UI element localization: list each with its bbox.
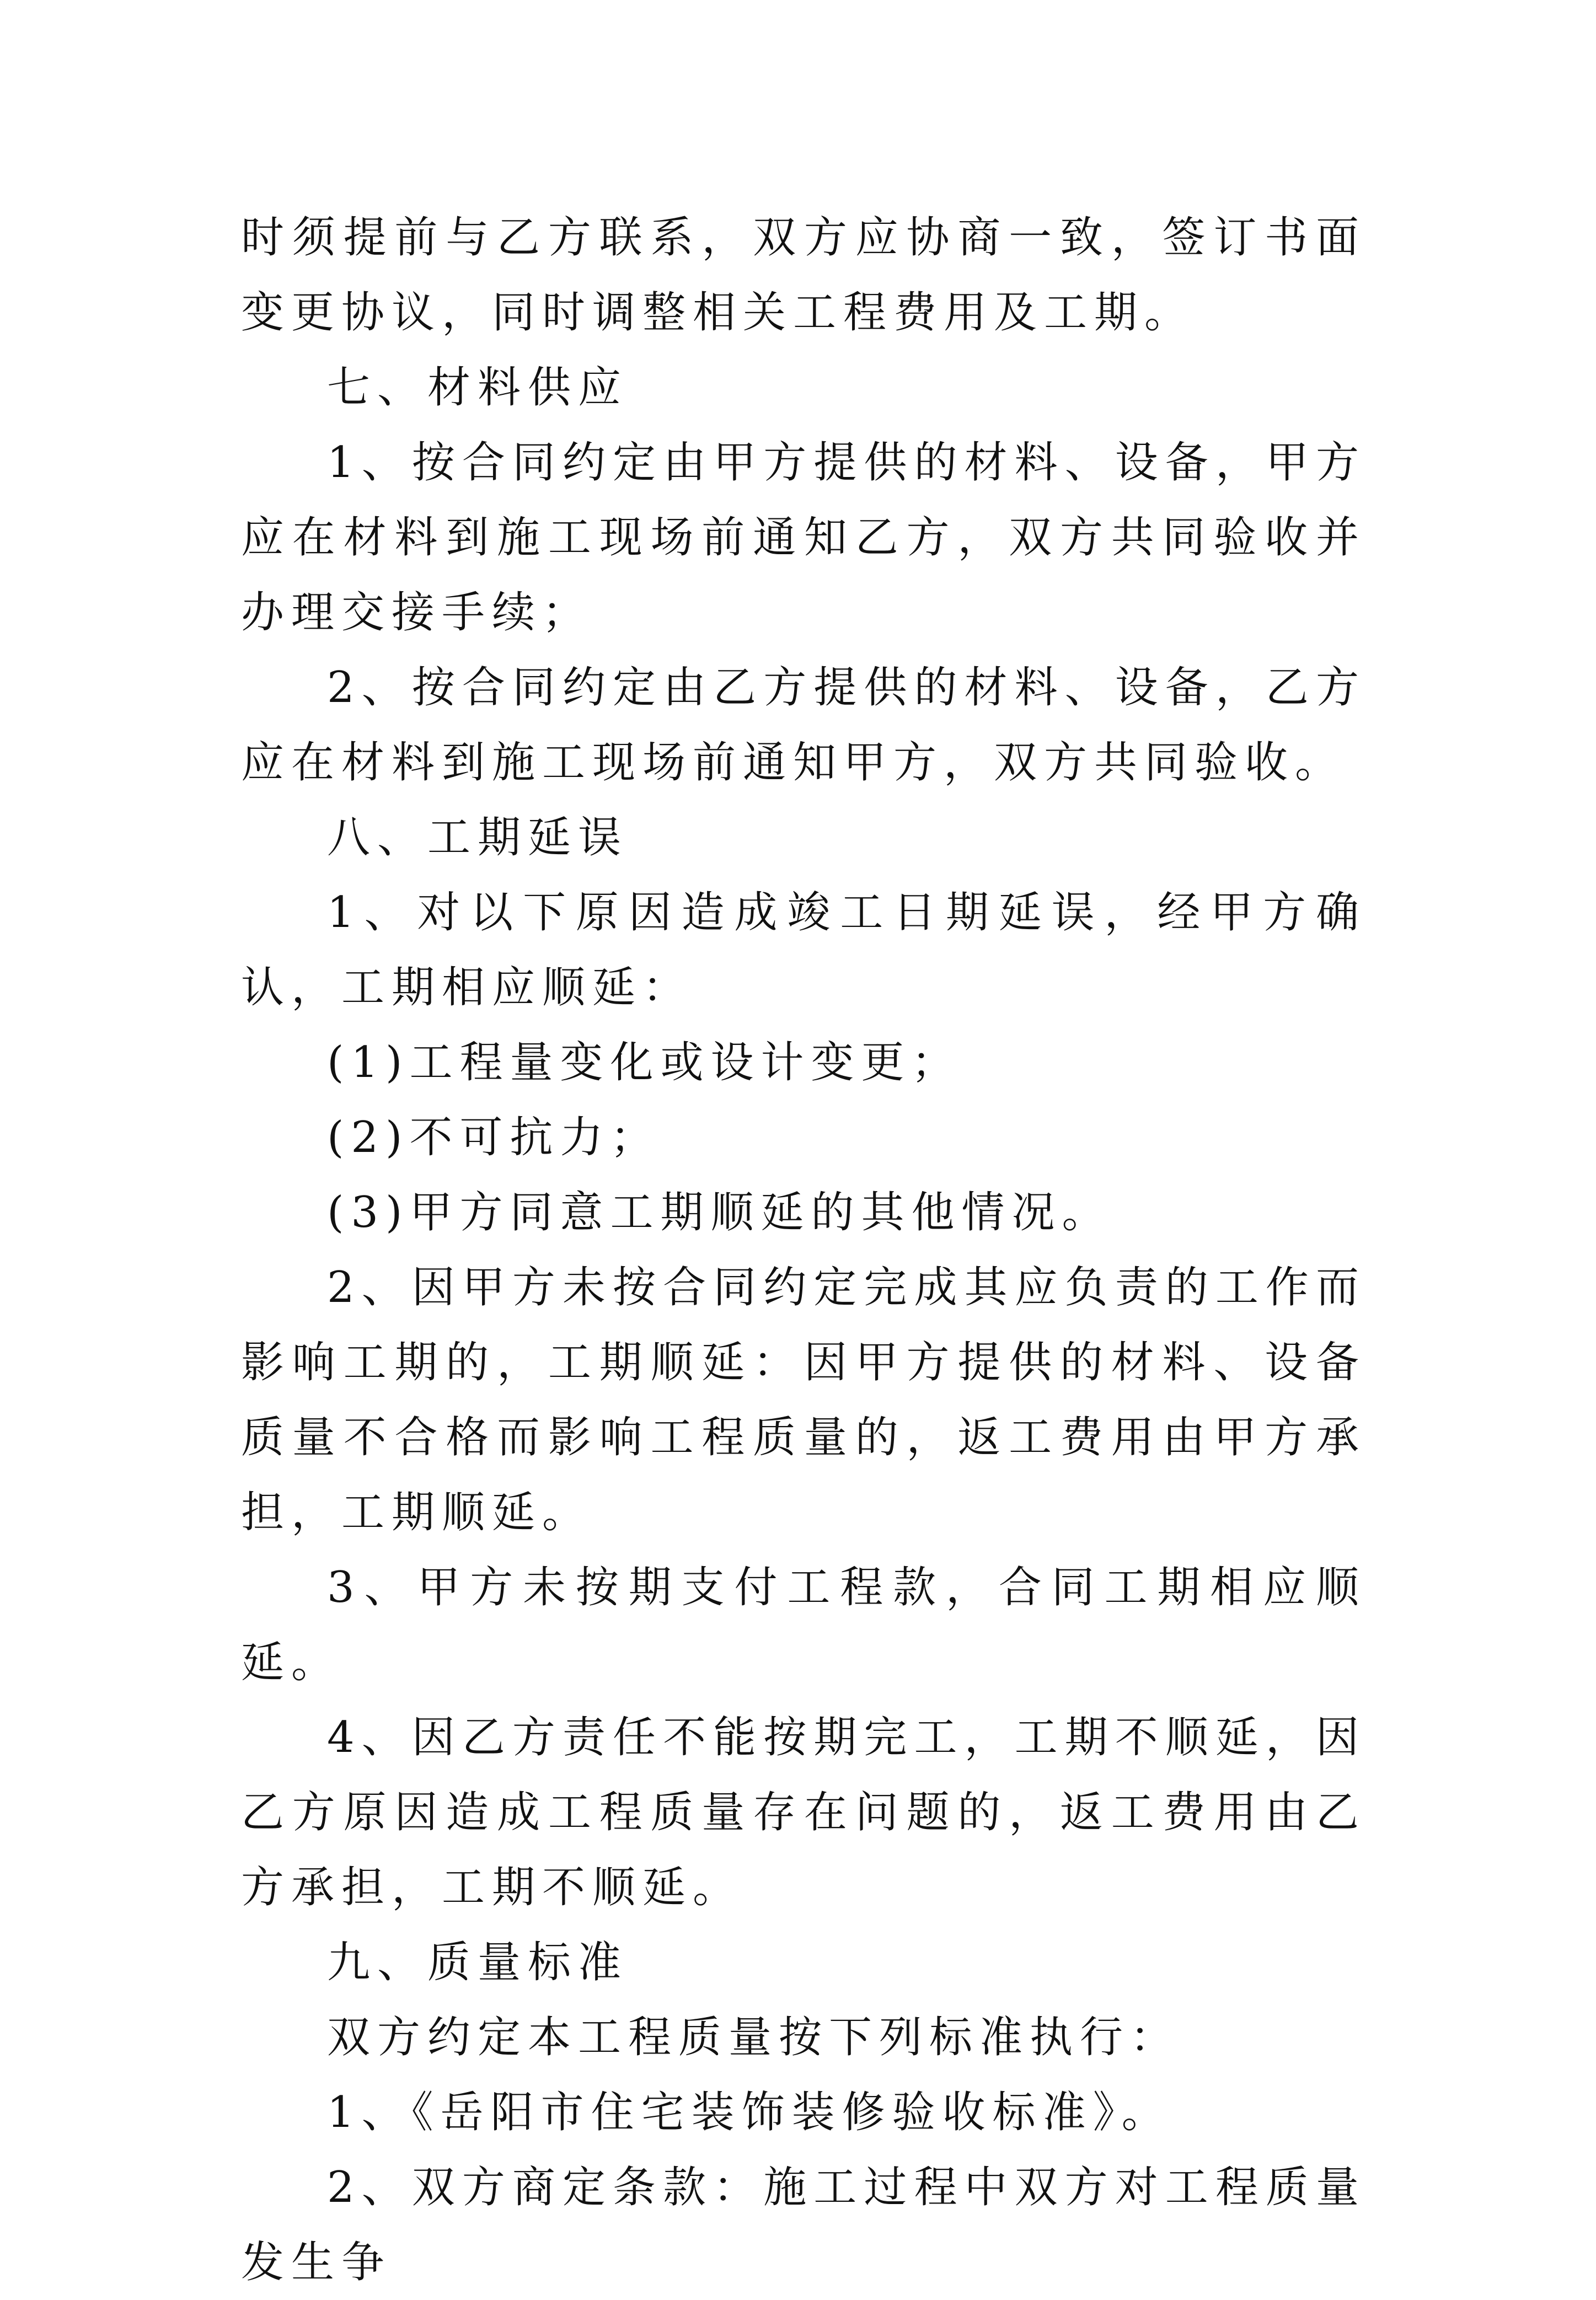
- clause-materials-1: 1、按合同约定由甲方提供的材料、设备，甲方应在材料到施工现场前通知乙方，双方共同验收并办理交接手续；: [241, 438, 1366, 637]
- document-body: [241, 200, 1366, 2300]
- clause-quality-2: 2、双方商定条款：施工过程中双方对工程质量发生争: [241, 2163, 1366, 2287]
- quality-intro: 双方约定本工程质量按下列标准执行：: [327, 2013, 1181, 2062]
- clause-delay-1: 1、对以下原因造成竣工日期延误，经甲方确认，工期相应顺延：: [241, 888, 1366, 1012]
- clause-delay-2: 2、因甲方未按合同约定完成其应负责的工作而影响工期的，工期顺延：因甲方提供的材料、设备质量不合格而影响工程质量的，返工费用由甲方承担，工期顺延。: [241, 1263, 1366, 1537]
- subclause-delay-1-3: (3)甲方同意工期顺延的其他情况。: [327, 1188, 1112, 1237]
- section-heading-quality: 九、质量标准: [327, 1938, 629, 1987]
- clause-quality-1: 1、《岳阳市住宅装饰装修验收标准》。: [327, 2088, 1172, 2137]
- paragraph-continuation: 时须提前与乙方联系，双方应协商一致，签订书面变更协议，同时调整相关工程费用及工期。: [241, 213, 1366, 337]
- subclause-delay-1-2: (2)不可抗力；: [327, 1113, 661, 1162]
- clause-materials-2: 2、按合同约定由乙方提供的材料、设备，乙方应在材料到施工现场前通知甲方，双方共同验收。: [241, 663, 1366, 787]
- section-heading-materials: 七、材料供应: [327, 363, 629, 412]
- clause-delay-4: 4、因乙方责任不能按期完工，工期不顺延，因乙方原因造成工程质量存在问题的，返工费用由乙方承担，工期不顺延。: [241, 1713, 1366, 1912]
- clause-delay-3: 3、甲方未按期支付工程款，合同工期相应顺延。: [241, 1563, 1366, 1687]
- subclause-delay-1-1: (1)工程量变化或设计变更；: [327, 1038, 962, 1087]
- section-heading-delay: 八、工期延误: [327, 813, 629, 862]
